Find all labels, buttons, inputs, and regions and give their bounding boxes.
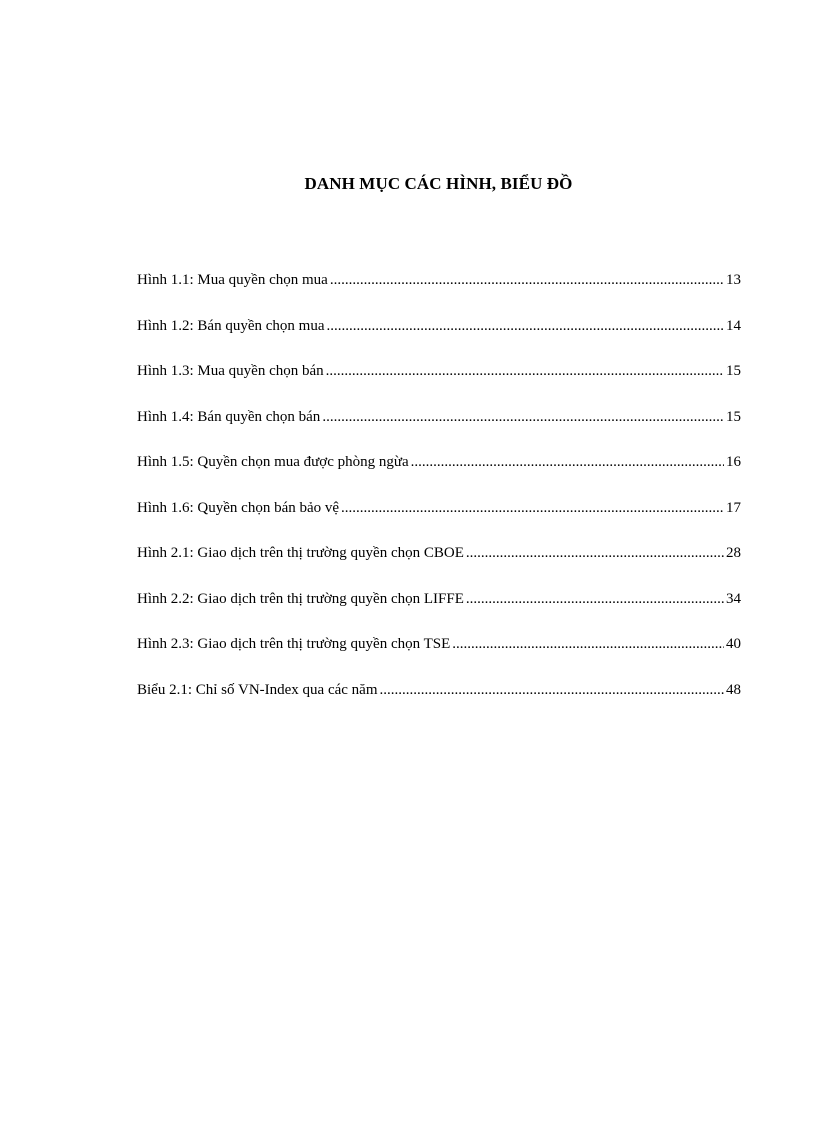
entry-page-number: 17 bbox=[726, 499, 741, 516]
dot-leader bbox=[341, 500, 724, 517]
entry-page-number: 40 bbox=[726, 636, 741, 652]
entry-page-number: 15 bbox=[726, 408, 741, 425]
dot-leader bbox=[326, 363, 724, 380]
entry-label: Hình 2.2: Giao dịch trên thị trường quyền chọn LIFFE bbox=[137, 590, 464, 607]
entry-label: Biểu 2.1: Chỉ số VN-Index qua các năm bbox=[137, 681, 378, 698]
dot-leader bbox=[411, 454, 724, 471]
entry-label: Hình 1.5: Quyền chọn mua được phòng ngừa bbox=[137, 454, 409, 470]
list-item bbox=[137, 636, 741, 682]
entry-page-number: 28 bbox=[726, 545, 741, 561]
dot-leader bbox=[466, 545, 724, 562]
dot-leader bbox=[326, 318, 724, 335]
list-item bbox=[137, 682, 741, 728]
entry-label: Hình 2.3: Giao dịch trên thị trường quyền chọn TSE bbox=[137, 636, 451, 652]
entry-page-number: 16 bbox=[726, 454, 741, 470]
entry-page-number: 34 bbox=[726, 590, 741, 607]
dot-leader bbox=[452, 636, 724, 653]
list-item bbox=[137, 363, 741, 409]
list-item bbox=[137, 591, 741, 637]
list-item bbox=[137, 454, 741, 500]
entry-page-number: 14 bbox=[726, 317, 741, 334]
dot-leader bbox=[380, 682, 724, 699]
entry-page-number: 48 bbox=[726, 681, 741, 698]
list-item bbox=[137, 409, 741, 455]
list-item bbox=[137, 500, 741, 546]
entry-label: Hình 1.3: Mua quyền chọn bán bbox=[137, 363, 324, 379]
figure-list bbox=[137, 272, 741, 727]
entry-page-number: 15 bbox=[726, 363, 741, 379]
dot-leader bbox=[322, 409, 724, 426]
entry-label: Hình 1.2: Bán quyền chọn mua bbox=[137, 317, 325, 334]
entry-label: Hình 2.1: Giao dịch trên thị trường quyền chọn CBOE bbox=[137, 545, 464, 561]
list-item bbox=[137, 318, 741, 364]
entry-label: Hình 1.4: Bán quyền chọn bán bbox=[137, 408, 321, 425]
entry-label: Hình 1.1: Mua quyền chọn mua bbox=[137, 272, 328, 288]
entry-label: Hình 1.6: Quyền chọn bán bảo vệ bbox=[137, 499, 340, 516]
dot-leader bbox=[466, 591, 724, 608]
dot-leader bbox=[330, 272, 724, 289]
list-item bbox=[137, 545, 741, 591]
entry-page-number: 13 bbox=[726, 272, 741, 288]
list-item bbox=[137, 272, 741, 318]
page-title: DANH MỤC CÁC HÌNH, BIỂU ĐỒ bbox=[304, 174, 573, 193]
